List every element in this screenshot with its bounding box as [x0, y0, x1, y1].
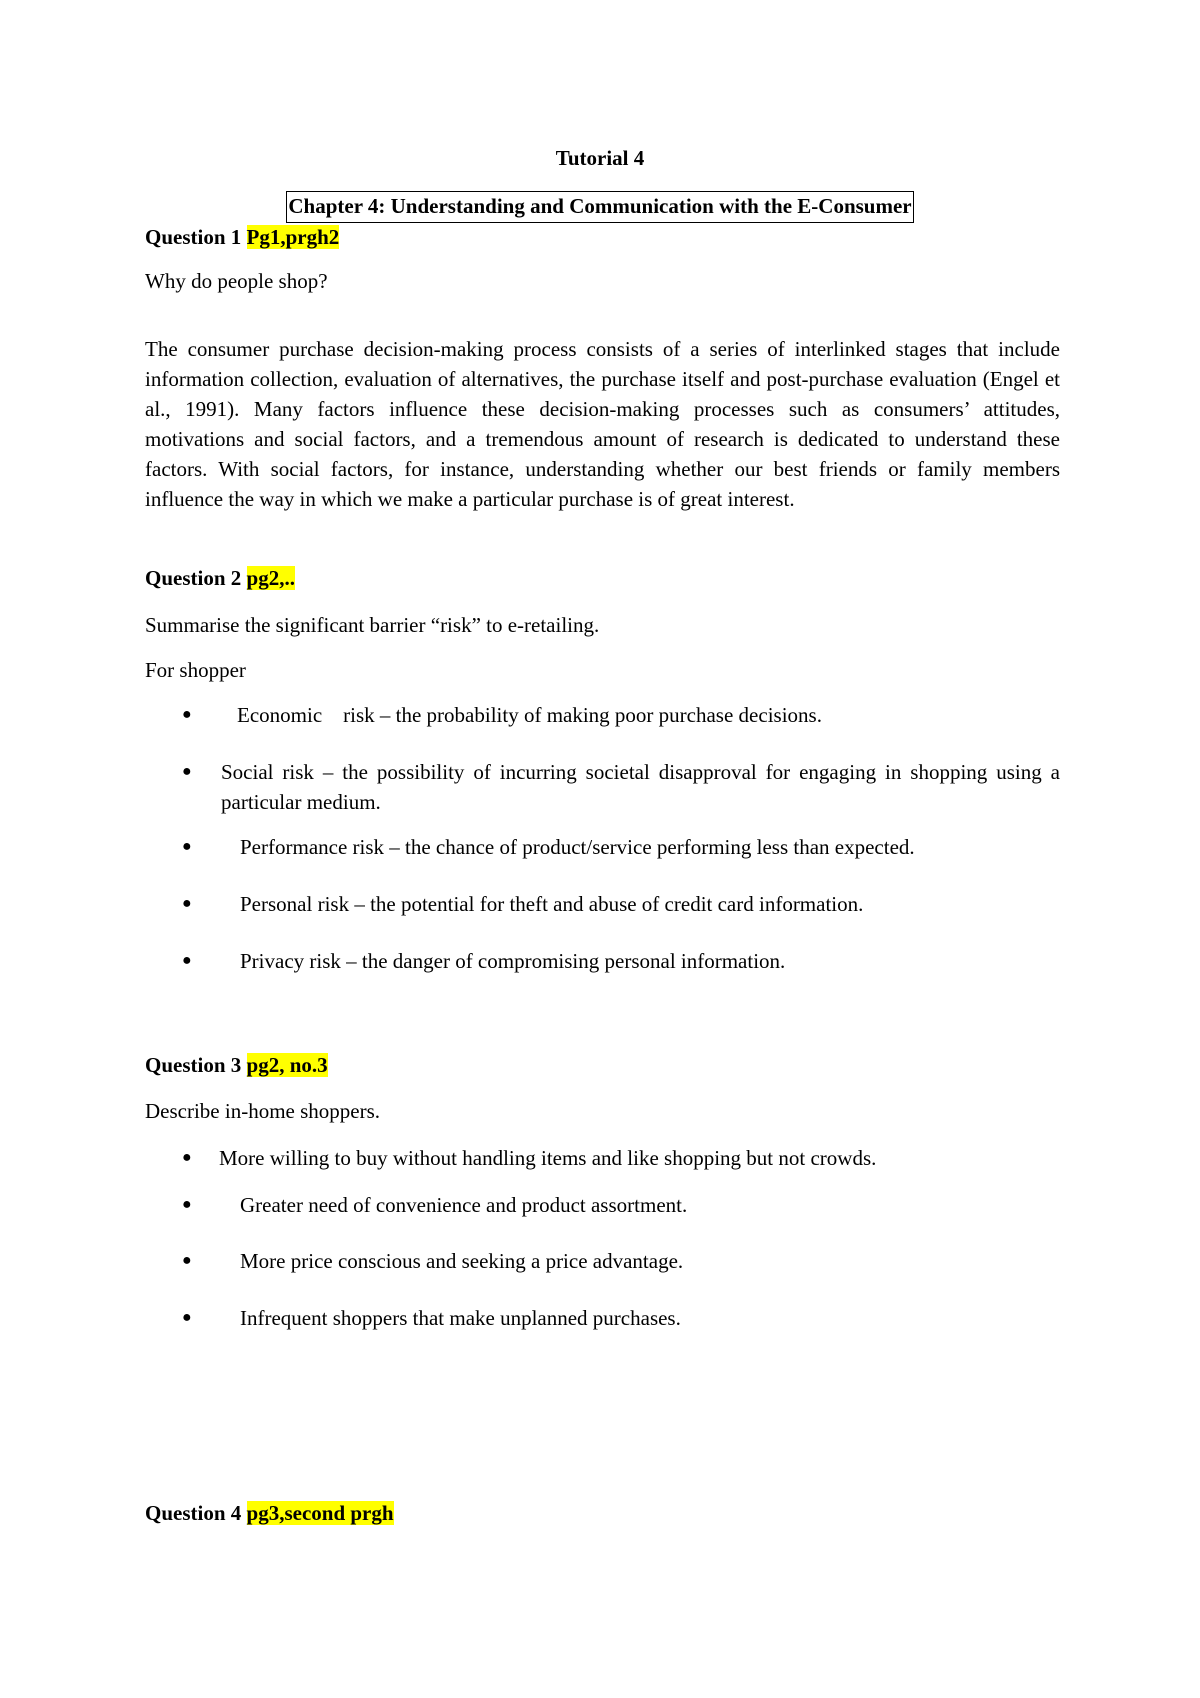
- question-3-label: Question 3: [145, 1053, 247, 1077]
- question-2-heading: [145, 563, 1060, 593]
- chapter-heading: Chapter 4: Understanding and Communication with the E-Consumer: [286, 191, 913, 223]
- bullet-icon: ●: [182, 1196, 192, 1213]
- bullet-text: Greater need of convenience and product assortment.: [240, 1193, 688, 1217]
- bullet-icon: ●: [182, 706, 192, 723]
- question-2-label: Question 2: [145, 566, 247, 590]
- list-item: [145, 700, 1060, 730]
- question-1-text: Why do people shop?: [145, 269, 328, 293]
- bullet-text: More price conscious and seeking a price advantage.: [240, 1249, 684, 1273]
- bullet-icon: ●: [182, 763, 192, 780]
- question-3-text: Describe in-home shoppers.: [145, 1099, 381, 1123]
- list-item: [145, 889, 1060, 919]
- bullet-icon: ●: [182, 1252, 192, 1269]
- chapter-heading-wrap: [0, 191, 1200, 223]
- bullet-icon: ●: [182, 952, 192, 969]
- question-3-ref-highlight: pg2, no.3: [246, 1053, 328, 1077]
- question-4-heading: [145, 1498, 1060, 1528]
- bullet-icon: ●: [182, 1309, 192, 1326]
- list-item: [145, 1143, 1060, 1173]
- list-item: [145, 1303, 1060, 1333]
- question-2-ref-highlight: pg2,..: [246, 566, 295, 590]
- question-2-subhead: For shopper: [145, 658, 246, 682]
- bullet-text: Personal risk – the potential for theft and abuse of credit card information.: [240, 892, 864, 916]
- question-1-label: Question 1: [145, 225, 247, 249]
- list-item: [145, 757, 1060, 817]
- document-title: Tutorial 4: [555, 146, 645, 170]
- question-4-label: Question 4: [145, 1501, 247, 1525]
- question-1-answer: The consumer purchase decision-making process consists of a series of interlinked stages that include information collection, evaluation of alternatives, the purchase itself and post-purchase evaluation (Engel et al., 1991). Many factors influence these decision-making processes such as consumers’ attitudes, motivations and social factors, and a tremendous amount of research is dedicated to understand these factors. With social factors, for instance, understanding whether our best friends or family members influence the way in which we make a particular purchase is of great interest.: [145, 337, 1060, 511]
- question-4-ref-highlight: pg3,second prgh: [246, 1501, 394, 1525]
- question-1-heading: [145, 222, 1060, 252]
- question-2-text: Summarise the significant barrier “risk” to e-retailing.: [145, 613, 600, 637]
- question-1-ref-highlight: Pg1,prgh2: [246, 225, 340, 249]
- bullet-icon: ●: [182, 1149, 192, 1166]
- list-item: [145, 946, 1060, 976]
- list-item: [145, 1190, 1060, 1220]
- bullet-text: Performance risk – the chance of product/service performing less than expected.: [240, 835, 915, 859]
- question-3-heading: [145, 1050, 1060, 1080]
- list-item: [145, 832, 1060, 862]
- bullet-text: Social risk – the possibility of incurring societal disapproval for engaging in shopping using a particular medium.: [221, 760, 1060, 814]
- bullet-icon: ●: [182, 838, 192, 855]
- bullet-text: Privacy risk – the danger of compromising personal information.: [240, 949, 786, 973]
- bullet-text: Infrequent shoppers that make unplanned purchases.: [240, 1306, 681, 1330]
- bullet-text: More willing to buy without handling items and like shopping but not crowds.: [219, 1146, 877, 1170]
- bullet-text: Economic risk – the probability of making poor purchase decisions.: [237, 703, 822, 727]
- bullet-icon: ●: [182, 895, 192, 912]
- list-item: [145, 1246, 1060, 1276]
